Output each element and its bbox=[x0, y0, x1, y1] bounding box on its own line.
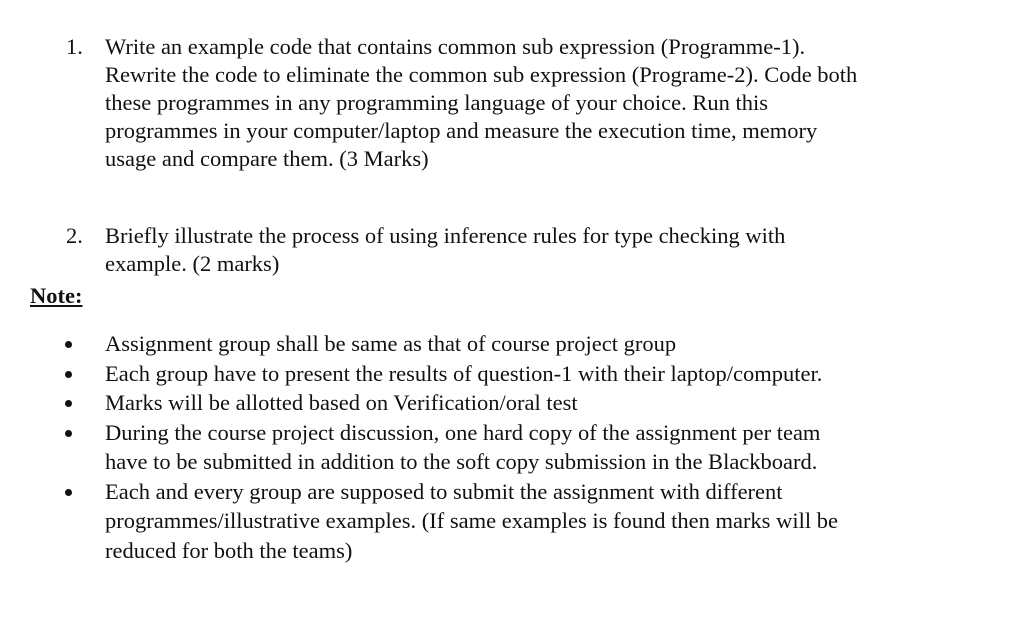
note-item bbox=[0, 359, 1035, 389]
question-1-line: usage and compare them. (3 Marks) bbox=[105, 146, 429, 171]
question-1-line: programmes in your computer/laptop and measure the execution time, memory bbox=[105, 118, 818, 143]
note-item bbox=[0, 418, 1035, 477]
question-1-line: these programmes in any programming language of your choice. Run this bbox=[105, 90, 768, 115]
question-1-line: Write an example code that contains common sub expression (Programme-1). bbox=[105, 34, 806, 59]
note-item-text bbox=[105, 477, 929, 566]
note-item-line: Assignment group shall be same as that of course project group bbox=[105, 331, 677, 356]
note-item-text bbox=[105, 359, 929, 389]
note-item-line: During the course project discussion, one hard copy of the assignment per team bbox=[105, 419, 821, 445]
question-2-line: Briefly illustrate the process of using inference rules for type checking with bbox=[105, 223, 786, 248]
note-list bbox=[0, 329, 1035, 565]
bullet-icon bbox=[65, 341, 72, 348]
question-1-line: Rewrite the code to eliminate the common sub expression (Programe-2). Code both bbox=[105, 62, 858, 87]
note-item-line: have to be submitted in addition to the soft copy submission in the Blackboard. bbox=[105, 449, 818, 474]
note-item-text bbox=[105, 329, 929, 359]
question-2-number: 2. bbox=[66, 223, 83, 248]
bullet-icon bbox=[65, 400, 72, 407]
bullet-icon bbox=[65, 430, 72, 437]
note-item-line: programmes/illustrative examples. (If same examples is found then marks will be bbox=[105, 508, 838, 533]
question-1-text bbox=[105, 33, 929, 173]
bullet-icon bbox=[65, 489, 72, 496]
question-2-line: example. (2 marks) bbox=[105, 251, 280, 276]
note-item-line: Each and every group are supposed to submit the assignment with different bbox=[105, 478, 783, 504]
note-heading: Note: bbox=[30, 283, 83, 308]
note-item-line: reduced for both the teams) bbox=[105, 537, 353, 563]
bullet-icon bbox=[65, 371, 72, 378]
note-item bbox=[0, 388, 1035, 418]
note-item-text bbox=[105, 418, 929, 477]
question-2-text bbox=[105, 222, 929, 278]
note-item-line: Each group have to present the results of question-1 with their laptop/computer. bbox=[105, 360, 823, 386]
note-item bbox=[0, 477, 1035, 566]
note-item-line: Marks will be allotted based on Verification/oral test bbox=[105, 390, 578, 415]
question-1-number: 1. bbox=[66, 34, 83, 59]
note-item bbox=[0, 329, 1035, 359]
note-item-text bbox=[105, 388, 929, 418]
